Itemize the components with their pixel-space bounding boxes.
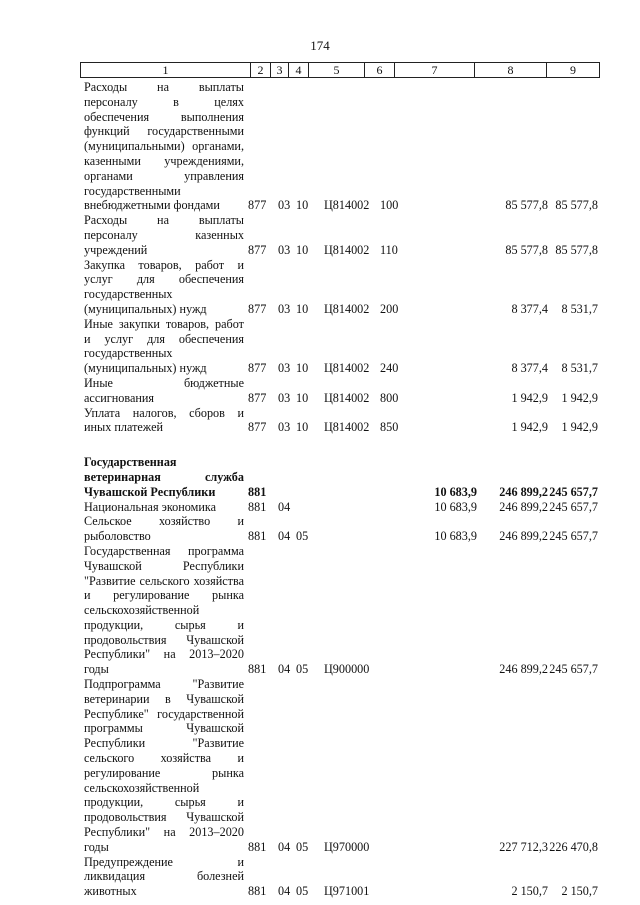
row-cell-c4: 10 — [296, 420, 309, 435]
row-cell-c5: Ц814002 — [324, 242, 370, 257]
row-cell-c4: 10 — [296, 361, 309, 376]
row-cell-c5: Ц900000 — [324, 662, 370, 677]
row-cell-c2: 877 — [248, 301, 267, 316]
row-name: Подпрограмма "Развитие ветеринарии в Чувашской Республике" государственной программы Чувашской Республики "Развитие сельского хозяйства и регулирование рынка сельскохозяйственной продукции, сырья и продовольствия Чувашской Республики" на 2013–2020 годы — [84, 677, 244, 854]
row-cell-c2: 881 — [248, 484, 267, 499]
row-cell-c2: 881 — [248, 499, 267, 514]
row-name: Предупреждение и ликвидация болезней животных — [84, 854, 244, 899]
row-cell-c5: Ц814002 — [324, 361, 370, 376]
row-cell-c3: 03 — [278, 420, 291, 435]
table-row — [84, 376, 604, 406]
row-cell-c5: Ц971001 — [324, 884, 370, 899]
row-cell-c9: 1 942,9 — [561, 390, 598, 405]
row-cell-c9: 1 942,9 — [561, 420, 598, 435]
table-row — [84, 677, 604, 855]
header-col-9: 9 — [570, 63, 576, 77]
row-cell-c6: 240 — [380, 361, 399, 376]
row-cell-c2: 877 — [248, 420, 267, 435]
row-cell-c2: 877 — [248, 242, 267, 257]
row-cell-c2: 881 — [248, 662, 267, 677]
row-cell-c8: 1 942,9 — [511, 390, 548, 405]
row-cell-c4: 05 — [296, 662, 309, 677]
row-cell-c4: 10 — [296, 390, 309, 405]
header-col-7: 7 — [395, 63, 475, 77]
row-cell-c3: 03 — [278, 198, 291, 213]
row-cell-c8: 227 712,3 — [499, 839, 548, 854]
row-name: Государственная программа Чувашской Республики "Развитие сельского хозяйства и регулирование рынка сельскохозяйственной продукции, сырья и продовольствия Чувашской Республики" на 2013–2020 годы — [84, 543, 244, 677]
row-name: Уплата налогов, сборов и иных платежей — [84, 405, 244, 435]
row-name: Расходы на выплаты персоналу казенных учреждений — [84, 213, 244, 257]
row-cell-c3: 03 — [278, 390, 291, 405]
table-row — [84, 500, 604, 515]
row-cell-c8: 85 577,8 — [505, 198, 548, 213]
row-cell-c2: 881 — [248, 884, 267, 899]
row-cell-c9: 8 531,7 — [561, 301, 598, 316]
table-body — [84, 80, 604, 899]
header-col-2: 2 — [251, 63, 271, 77]
row-cell-c8: 85 577,8 — [505, 242, 548, 257]
row-cell-c9: 245 657,7 — [549, 662, 598, 677]
row-name: Национальная экономика — [84, 499, 217, 514]
row-cell-c5: Ц814002 — [324, 198, 370, 213]
row-cell-c9: 8 531,7 — [561, 361, 598, 376]
row-cell-c4: 05 — [296, 884, 309, 899]
table-row — [84, 80, 604, 213]
table-row — [84, 406, 604, 436]
row-cell-c3: 04 — [278, 884, 291, 899]
row-cell-c8: 246 899,2 — [499, 529, 548, 544]
table-row — [84, 544, 604, 677]
table-row — [84, 855, 604, 899]
row-cell-c3: 04 — [278, 499, 291, 514]
row-cell-c2: 877 — [248, 390, 267, 405]
row-name: Расходы на выплаты персоналу в целях обеспечения выполнения функций государственными (муниципальными) органами, казенными учреждениями, органами управления государственными внебюджетными фондами — [84, 80, 244, 213]
row-cell-c4: 10 — [296, 301, 309, 316]
header-col-3: 3 — [271, 63, 289, 77]
row-cell-c7: 10 683,9 — [434, 529, 477, 544]
row-cell-c9: 226 470,8 — [549, 839, 598, 854]
row-cell-c7: 10 683,9 — [434, 484, 477, 499]
row-cell-c8: 2 150,7 — [511, 884, 548, 899]
table-row — [84, 213, 604, 257]
row-name: Иные бюджетные ассигнования — [84, 375, 244, 405]
row-cell-c7: 10 683,9 — [434, 499, 477, 514]
row-cell-c5: Ц814002 — [324, 390, 370, 405]
row-cell-c2: 881 — [248, 839, 267, 854]
row-cell-c9: 85 577,8 — [555, 198, 598, 213]
table-row — [84, 455, 604, 499]
row-cell-c2: 877 — [248, 361, 267, 376]
row-cell-c4: 05 — [296, 529, 309, 544]
row-name: Государственная ветеринарная служба Чувашской Республики — [84, 455, 244, 499]
row-cell-c8: 8 377,4 — [511, 361, 548, 376]
row-cell-c4: 10 — [296, 198, 309, 213]
row-cell-c9: 245 657,7 — [549, 499, 598, 514]
row-cell-c8: 246 899,2 — [499, 662, 548, 677]
row-cell-c5: Ц814002 — [324, 420, 370, 435]
row-cell-c5: Ц970000 — [324, 839, 370, 854]
page-number: 174 — [310, 38, 330, 53]
row-cell-c3: 04 — [278, 529, 291, 544]
row-cell-c8: 8 377,4 — [511, 301, 548, 316]
row-cell-c3: 04 — [278, 839, 291, 854]
row-name: Закупка товаров, работ и услуг для обеспечения государственных (муниципальных) нужд — [84, 257, 244, 316]
row-cell-c8: 1 942,9 — [511, 420, 548, 435]
header-col-6: 6 — [365, 63, 395, 77]
row-cell-c3: 03 — [278, 301, 291, 316]
table-row — [84, 258, 604, 317]
table-header — [80, 62, 600, 78]
row-cell-c8: 246 899,2 — [499, 499, 548, 514]
row-cell-c9: 245 657,7 — [549, 529, 598, 544]
row-cell-c6: 800 — [380, 390, 399, 405]
row-cell-c2: 877 — [248, 198, 267, 213]
row-name: Иные закупки товаров, работ и услуг для обеспечения государственных (муниципальных) нужд — [84, 316, 244, 376]
header-col-4: 4 — [289, 63, 309, 77]
header-col-5: 5 — [309, 63, 365, 77]
header-col-8: 8 — [475, 63, 547, 77]
row-cell-c3: 03 — [278, 361, 291, 376]
row-cell-c9: 2 150,7 — [561, 884, 598, 899]
row-cell-c9: 85 577,8 — [555, 242, 598, 257]
row-cell-c2: 881 — [248, 529, 267, 544]
table-row — [84, 317, 604, 376]
row-cell-c6: 850 — [380, 420, 399, 435]
table-row — [84, 514, 604, 544]
header-col-1: 1 — [81, 63, 251, 77]
row-cell-c9: 245 657,7 — [549, 484, 598, 499]
row-cell-c4: 10 — [296, 242, 309, 257]
row-cell-c4: 05 — [296, 839, 309, 854]
row-name: Сельское хозяйство и рыболовство — [84, 514, 244, 544]
row-cell-c6: 100 — [380, 198, 399, 213]
row-cell-c5: Ц814002 — [324, 301, 370, 316]
row-cell-c6: 200 — [380, 301, 399, 316]
row-cell-c6: 110 — [380, 242, 398, 257]
row-cell-c3: 04 — [278, 662, 291, 677]
row-cell-c3: 03 — [278, 242, 291, 257]
row-cell-c8: 246 899,2 — [499, 484, 548, 499]
